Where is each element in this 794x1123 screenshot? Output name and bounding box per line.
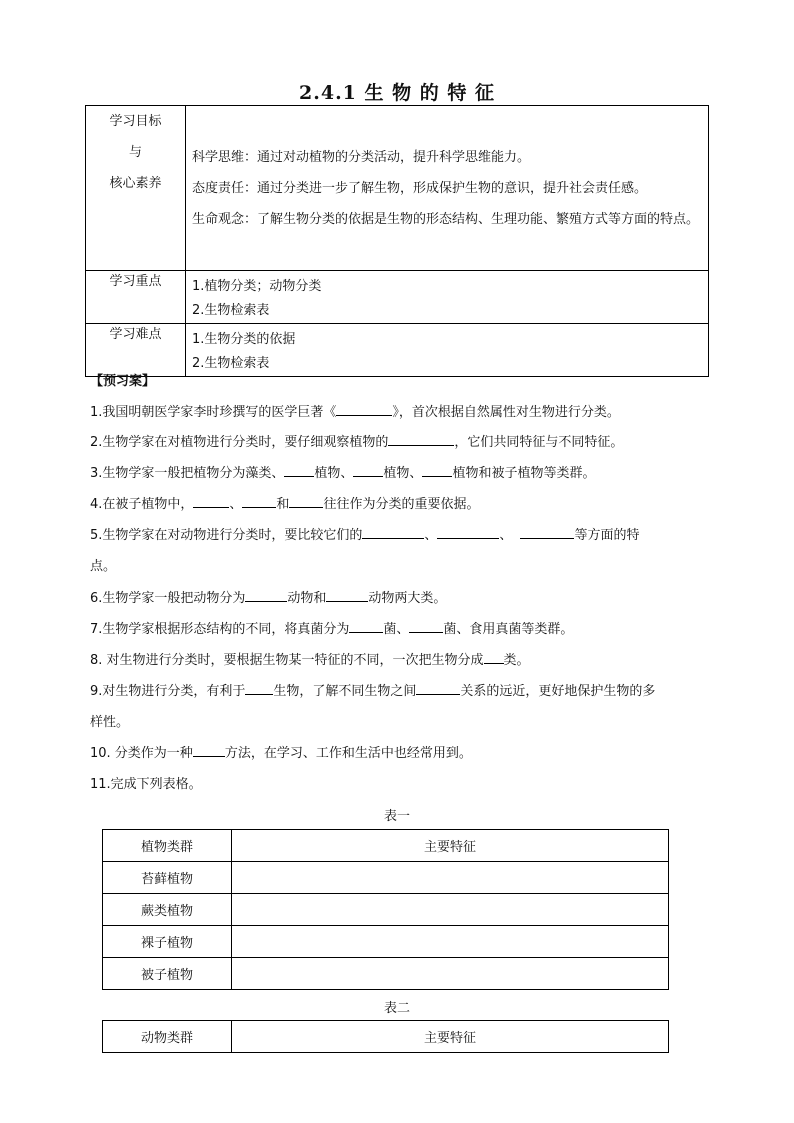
question-text: 往往作为分类的重要依据。: [323, 497, 480, 512]
question-text: 3.生物学家一般把植物分为藻类、: [90, 466, 285, 481]
objective-item: 科学思维：通过对动植物的分类活动，提升科学思维能力。: [192, 150, 531, 165]
table-header-cell: 主要特征: [232, 830, 669, 862]
table-row: [103, 926, 669, 958]
question-text: 11.完成下列表格。: [90, 777, 202, 792]
key-point-item: 2.生物检索表: [192, 303, 270, 318]
question-text: 、: [499, 528, 513, 543]
objectives-table: [85, 105, 709, 377]
question-text: 4.在被子植物中，: [90, 497, 194, 512]
plant-groups-table: [102, 829, 669, 990]
question-8: [90, 646, 710, 676]
difficult-points-row: [86, 324, 709, 377]
answer-blank[interactable]: [245, 680, 273, 695]
answer-blank[interactable]: [245, 587, 287, 602]
plant-group-cell: 被子植物: [103, 958, 232, 990]
answer-blank[interactable]: [409, 618, 443, 633]
answer-blank[interactable]: [437, 524, 499, 539]
question-text: 和: [276, 497, 290, 512]
answer-blank[interactable]: [484, 649, 504, 664]
question-2: [90, 428, 710, 458]
question-5-continued: [90, 552, 710, 582]
key-points-row: [86, 271, 709, 324]
plant-group-cell: 蕨类植物: [103, 894, 232, 926]
question-text: ，它们共同特征与不同特征。: [454, 435, 624, 450]
answer-blank[interactable]: [193, 742, 225, 757]
question-text: 菌、食用真菌等类群。: [443, 622, 574, 637]
difficult-point-item: 2.生物检索表: [192, 356, 270, 371]
page-title: 2.4.1 生 物 的 特 征: [299, 82, 495, 104]
question-text: 、: [229, 497, 243, 512]
plant-group-cell: 苔藓植物: [103, 862, 232, 894]
question-10: [90, 739, 710, 769]
difficult-points-label: 学习难点: [86, 324, 186, 377]
question-text: 植物、: [383, 466, 423, 481]
feature-answer-cell[interactable]: [232, 862, 669, 894]
question-text: 10. 分类作为一种: [90, 746, 193, 761]
table-row: [103, 894, 669, 926]
question-text: 菌、: [383, 622, 410, 637]
objectives-content-cell: [186, 106, 709, 271]
answer-blank[interactable]: [349, 618, 383, 633]
question-1: [90, 398, 710, 428]
answer-blank[interactable]: [284, 462, 314, 477]
objectives-label-line: 学习目标: [109, 114, 162, 129]
question-text: 、: [424, 528, 438, 543]
question-text: 8. 对生物进行分类时，要根据生物某一特征的不同，一次把生物分成: [90, 653, 484, 668]
answer-blank[interactable]: [520, 524, 574, 539]
answer-blank[interactable]: [326, 587, 368, 602]
question-text: 生物，了解不同生物之间: [273, 684, 417, 699]
question-text: 样性。: [90, 715, 130, 730]
animal-groups-table: [102, 1020, 669, 1053]
answer-blank[interactable]: [388, 431, 454, 446]
question-9: [90, 677, 710, 707]
preview-heading: 【预习案】: [90, 374, 156, 389]
answer-blank[interactable]: [353, 462, 383, 477]
answer-blank[interactable]: [336, 401, 392, 416]
question-text: 》，首次根据自然属性对生物进行分类。: [392, 405, 620, 420]
objectives-label-line: 与: [128, 145, 142, 160]
question-7: [90, 615, 710, 645]
table-row: [103, 862, 669, 894]
table-header-cell: 动物类群: [103, 1021, 232, 1053]
key-points-label: 学习重点: [86, 271, 186, 324]
question-11: [90, 770, 710, 800]
question-text: 类。: [503, 653, 530, 668]
key-points-cell: [186, 271, 709, 324]
feature-answer-cell[interactable]: [232, 926, 669, 958]
question-9-continued: [90, 708, 710, 738]
table-header-cell: 植物类群: [103, 830, 232, 862]
table-header-cell: 主要特征: [232, 1021, 669, 1053]
answer-blank[interactable]: [193, 493, 229, 508]
objectives-row: [86, 106, 709, 271]
table-header-row: [103, 830, 669, 862]
question-text: 6.生物学家一般把动物分为: [90, 591, 246, 606]
table-header-row: [103, 1021, 669, 1053]
answer-blank[interactable]: [422, 462, 452, 477]
question-text: 植物、: [314, 466, 354, 481]
question-3: [90, 459, 710, 489]
answer-blank[interactable]: [362, 524, 424, 539]
plant-group-cell: 裸子植物: [103, 926, 232, 958]
table-row: [103, 958, 669, 990]
table-1-caption: 表一: [383, 809, 410, 824]
table-2-caption: 表二: [383, 1001, 410, 1016]
question-4: [90, 490, 710, 520]
objectives-label-cell: [86, 106, 186, 271]
answer-blank[interactable]: [242, 493, 276, 508]
question-text: 方法，在学习、工作和生活中也经常用到。: [224, 746, 472, 761]
question-text: 等方面的特: [574, 528, 640, 543]
feature-answer-cell[interactable]: [232, 894, 669, 926]
question-text: 1.我国明朝医学家李时珍撰写的医学巨著《: [90, 405, 337, 420]
question-text: 7.生物学家根据形态结构的不同，将真菌分为: [90, 622, 350, 637]
question-text: 动物和: [287, 591, 327, 606]
difficult-point-item: 1.生物分类的依据: [192, 332, 296, 347]
answer-blank[interactable]: [416, 680, 460, 695]
question-text: 5.生物学家在对动物进行分类时，要比较它们的: [90, 528, 363, 543]
feature-answer-cell[interactable]: [232, 958, 669, 990]
question-text: 点。: [90, 559, 117, 574]
question-text: 9.对生物进行分类，有利于: [90, 684, 246, 699]
objectives-label-line: 核心素养: [109, 176, 162, 191]
objective-item: 生命观念：了解生物分类的依据是生物的形态结构、生理功能、繁殖方式等方面的特点。: [192, 212, 700, 227]
question-text: 植物和被子植物等类群。: [452, 466, 596, 481]
key-point-item: 1.植物分类；动物分类: [192, 279, 322, 294]
question-text: 2.生物学家在对植物进行分类时，要仔细观察植物的: [90, 435, 389, 450]
answer-blank[interactable]: [289, 493, 323, 508]
question-text: 动物两大类。: [368, 591, 447, 606]
question-5: [90, 521, 710, 551]
question-text: 关系的远近，更好地保护生物的多: [460, 684, 656, 699]
objective-item: 态度责任：通过分类进一步了解生物，形成保护生物的意识，提升社会责任感。: [192, 181, 648, 196]
difficult-points-cell: [186, 324, 709, 377]
question-6: [90, 584, 710, 614]
